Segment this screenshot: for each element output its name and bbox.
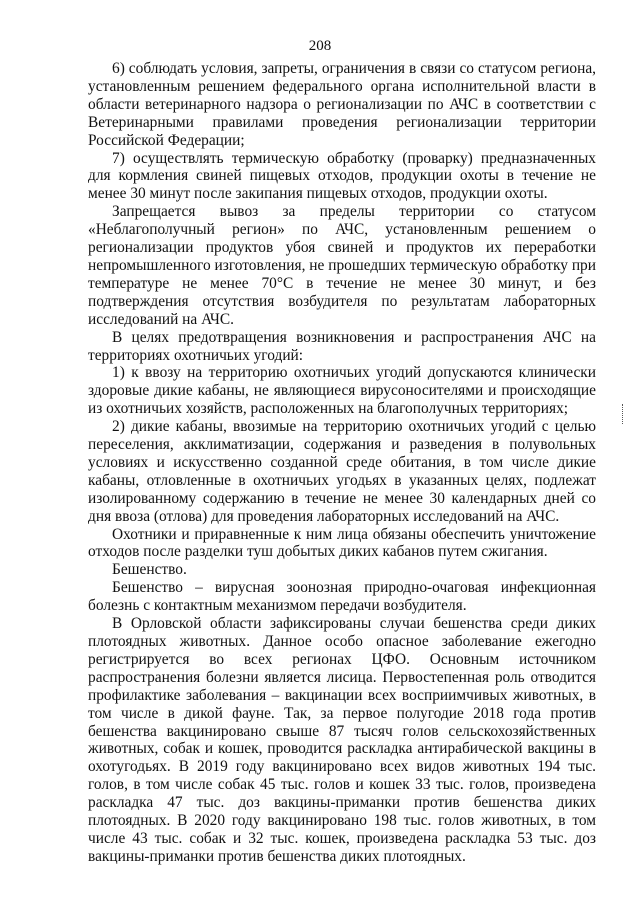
paragraph-export-ban: Запрещается вывоз за пределы территории со статусом «Неблагополучный регион» по АЧС, установленным решением о регионализации продуктов убоя свиней и продуктов их переработки непромышленного изготовления, не прошедших термическую обработку при температуре не менее 70°С в течение не менее 30 минут, и без подтверждения отсутствия возбудителя по результатам лабораторных исследований на АЧС. xyxy=(88,203,596,328)
paragraph-rabies-definition: Бешенство – вирусная зоонозная природно-очаговая инфекционная болезнь с контактным механизмом передачи возбудителя. xyxy=(88,579,596,615)
paragraph-hunting-measures-intro: В целях предотвращения возникновения и распространения АЧС на территориях охотничьих угодий: xyxy=(88,328,596,364)
section-heading-rabies: Бешенство. xyxy=(112,561,187,579)
scan-margin-mark xyxy=(622,404,624,424)
paragraph-hunting-item-2: 2) дикие кабаны, ввозимые на территорию охотничьих угодий с целью переселения, акклиматизации, содержания и разведения в полувольных условиях и искусственно созданной среде обитания, в том числе дикие кабаны, отловленные в охотничьих угодьях в указанных целях, подлежат изолированному содержанию в течение не менее 30 календарных дней со дня ввоза (отлова) для проведения лабораторных исследований на АЧС. xyxy=(88,418,596,525)
page-number: 208 xyxy=(308,38,332,54)
paragraph-item-7: 7) осуществлять термическую обработку (проварку) предназначенных для кормления свиней пищевых отходов, продукции охоты в течение не менее 30 минут после закипания пищевых отходов, продукции охоты. xyxy=(88,149,596,203)
paragraph-item-6: 6) соблюдать условия, запреты, ограничения в связи со статусом региона, установленным решением федерального органа исполнительной власти в области ветеринарного надзора о регионализации по АЧС в соответствии с Ветеринарными правилами проведения регионализации территории Российской Федерации; xyxy=(88,60,596,149)
paragraph-hunting-item-1: 1) к ввозу на территорию охотничьих угодий допускаются клинически здоровые дикие кабаны, не являющиеся вирусоносителями и происходящие из охотничьих хозяйств, расположенных на благополучных территориях; xyxy=(88,364,596,418)
page-body xyxy=(88,60,596,866)
paragraph-hunters-obligation: Охотники и приравненные к ним лица обязаны обеспечить уничтожение отходов после разделки туш добытых диких кабанов путем сжигания. xyxy=(88,525,596,561)
paragraph-rabies-oryol-region: В Орловской области зафиксированы случаи бешенства среди диких плотоядных животных. Данное особо опасное заболевание ежегодно регистрируется во всех регионах ЦФО. Основным источником распространения болезни является лисица. Первостепенная роль отводится профилактике заболевания – вакцинации всех восприимчивых животных, в том числе в дикой фауне. Так, за первое полугодие 2018 года против бешенства вакцинировано свыше 87 тысяч голов сельскохозяйственных животных, собак и кошек, проводится раскладка антирабической вакцины в охотугодьях. В 2019 году вакцинировано всех видов животных 194 тыс. голов, в том числе собак 45 тыс. голов и кошек 33 тыс. голов, произведена раскладка 47 тыс. доз вакцины-приманки против бешенства диких плотоядных. В 2020 году вакцинировано 198 тыс. голов животных, в том числе 43 тыс. собак и 32 тыс. кошек, произведена раскладка 53 тыс. доз вакцины-приманки против бешенства диких плотоядных. xyxy=(88,615,596,865)
